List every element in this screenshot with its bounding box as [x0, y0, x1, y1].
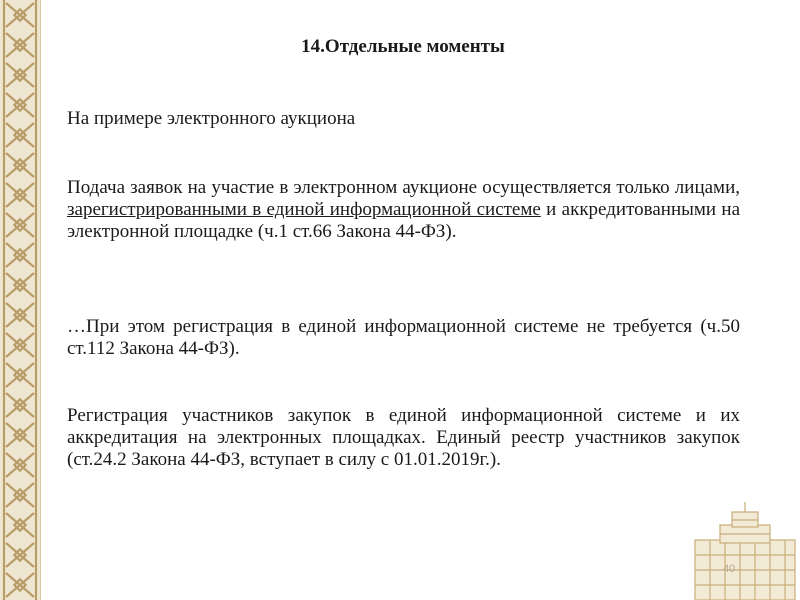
ornament-pattern-icon [0, 0, 40, 600]
paragraph-bid-submission [67, 177, 740, 243]
slide-title: 14.Отдельные моменты [301, 36, 505, 57]
government-building-icon [690, 500, 800, 600]
ornamental-border [0, 0, 41, 600]
paragraph-auction-example: На примере электронного аукциона [67, 108, 356, 129]
paragraph-participant-registry: Регистрация участников закупок в единой информационной системе и их аккредитация на электронных площадках. Единый реестр участников закупок (ст.24.2 Закона 44-ФЗ, вступает в силу с 01.01.2019г.). [67, 405, 740, 470]
paragraph-registration-not-required: …При этом регистрация в единой информационной системе не требуется (ч.50 ст.112 Закона 44-ФЗ). [67, 316, 740, 359]
page-number: 40 [723, 563, 736, 575]
paragraph-bid-text-end: и аккредитованными на электронной площадке (ч.1 ст.66 Закона 44-ФЗ). [67, 199, 741, 242]
underlined-registration-phrase: зарегистрированными в единой информационной системе [67, 199, 541, 220]
paragraph-bid-text-start: Подача заявок на участие в электронном аукционе осуществляется только лицами, [67, 177, 740, 198]
